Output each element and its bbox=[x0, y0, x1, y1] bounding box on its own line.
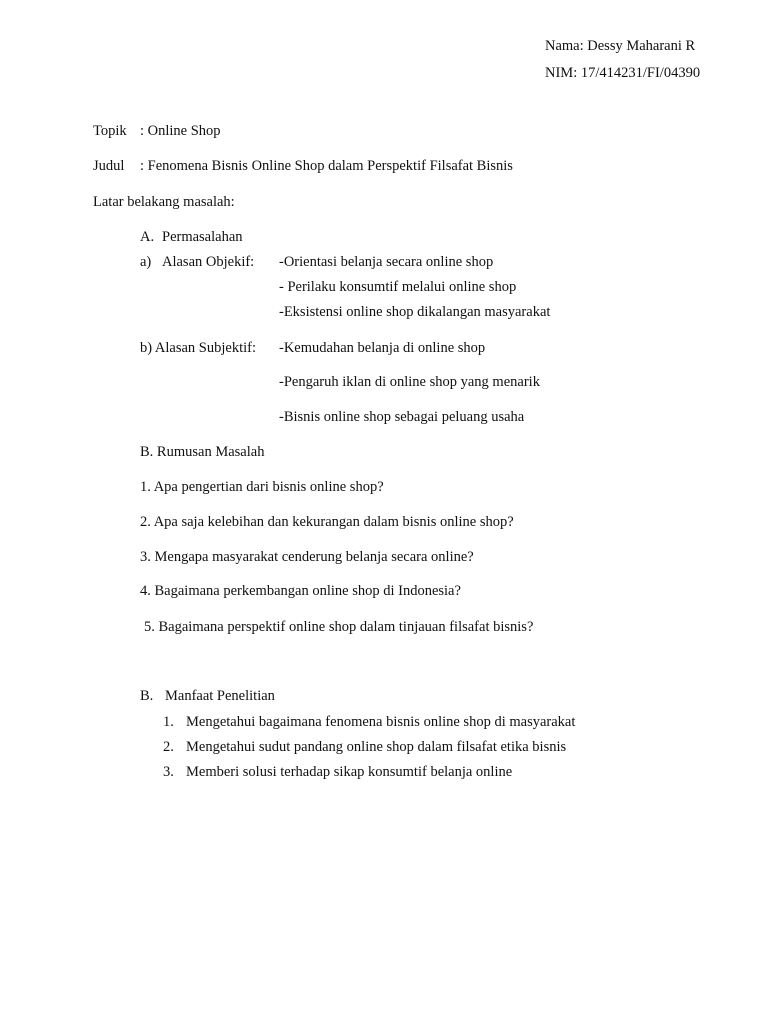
benefit-number: 2. bbox=[163, 739, 174, 755]
section-a-marker: A. bbox=[140, 229, 155, 245]
research-question: 1. Apa pengertian dari bisnis online shop? bbox=[140, 479, 384, 495]
research-question: 4. Bagaimana perkembangan online shop di Indonesia? bbox=[140, 583, 461, 599]
student-id: NIM: 17/414231/FI/04390 bbox=[545, 65, 701, 81]
title-value: : Fenomena Bisnis Online Shop dalam Perspektif Filsafat Bisnis bbox=[140, 158, 513, 174]
title-label: Judul bbox=[93, 158, 125, 174]
subjective-label: b) Alasan Subjektif: bbox=[140, 340, 256, 356]
benefit-number: 3. bbox=[163, 764, 174, 780]
section-a-title: Permasalahan bbox=[162, 229, 243, 245]
benefit-text: Mengetahui sudut pandang online shop dalam filsafat etika bisnis bbox=[186, 739, 567, 755]
objective-marker: a) bbox=[140, 254, 152, 270]
objective-item: - Perilaku konsumtif melalui online shop bbox=[279, 279, 517, 295]
research-question: 5. Bagaimana perspektif online shop dalam tinjauan filsafat bisnis? bbox=[144, 619, 534, 635]
benefit-text: Mengetahui bagaimana fenomena bisnis online shop di masyarakat bbox=[186, 714, 576, 730]
topic-label: Topik bbox=[93, 123, 127, 139]
objective-item: -Eksistensi online shop dikalangan masyarakat bbox=[279, 304, 551, 320]
benefit-text: Memberi solusi terhadap sikap konsumtif belanja online bbox=[186, 764, 513, 780]
benefit-number: 1. bbox=[163, 714, 174, 730]
background-heading: Latar belakang masalah: bbox=[93, 194, 235, 210]
subjective-item: -Pengaruh iklan di online shop yang menarik bbox=[279, 374, 540, 390]
section-b-title: B. Rumusan Masalah bbox=[140, 444, 265, 460]
subjective-item: -Bisnis online shop sebagai peluang usaha bbox=[279, 409, 525, 425]
subjective-item: -Kemudahan belanja di online shop bbox=[279, 340, 486, 356]
benefits-title: Manfaat Penelitian bbox=[165, 688, 275, 704]
benefits-marker: B. bbox=[140, 688, 154, 704]
topic-value: : Online Shop bbox=[140, 123, 221, 139]
research-question: 3. Mengapa masyarakat cenderung belanja secara online? bbox=[140, 549, 474, 565]
objective-label: Alasan Objekif: bbox=[162, 254, 255, 270]
research-question: 2. Apa saja kelebihan dan kekurangan dalam bisnis online shop? bbox=[140, 514, 514, 530]
author-name: Nama: Dessy Maharani R bbox=[545, 38, 696, 54]
objective-item: -Orientasi belanja secara online shop bbox=[279, 254, 494, 270]
